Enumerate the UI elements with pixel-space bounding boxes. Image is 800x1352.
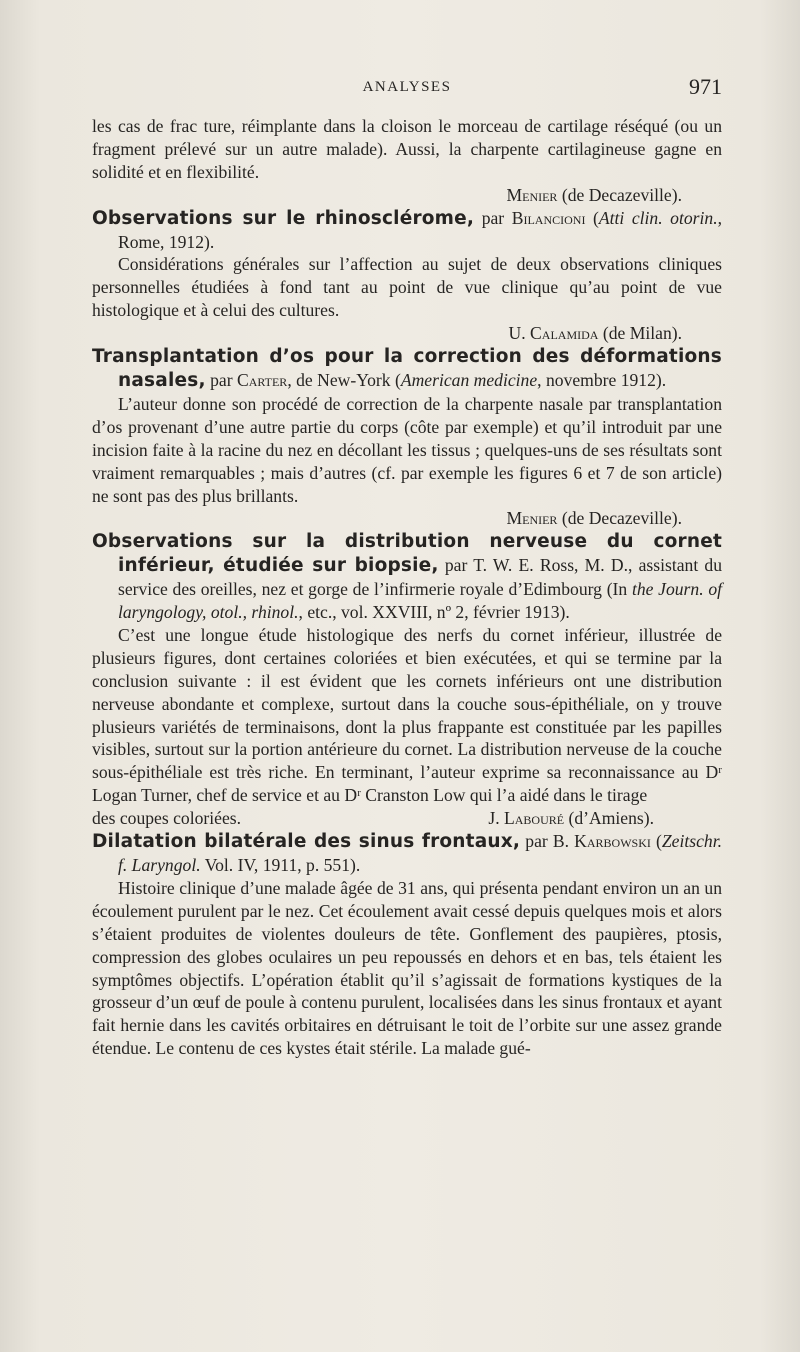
signature-laboure: J. Labouré (d’Amiens). — [488, 808, 654, 829]
signature-place: (de Milan). — [598, 323, 682, 344]
signature-calamida: U. Calamida (de Milan). — [508, 323, 682, 344]
entry-title: Observations sur la distribution nerveuse du cornet inférieur, étudiée sur biopsie, — [92, 531, 722, 577]
entry-rhinosclerome: Observations sur le rhinosclérome, par Bilancioni (Atti clin. otorin., Rome, 1912). — [92, 207, 722, 252]
entry-author: Karbowski — [574, 831, 651, 852]
entry-source: American medicine — [400, 369, 538, 390]
entry-author: Bilancioni — [511, 207, 586, 228]
paragraph-continuation: les cas de frac ture, réimplante dans la cloison le morceau de cartilage réséqué (ou un fragment prélevé sur un autre malade). Aussi, la charpente cartilagineuse gagne en solidité et en flexibilité. — [92, 116, 722, 182]
entry-source: Zeitschr. f. Laryngol. — [118, 831, 722, 875]
entry-title: Transplantation d’os pour la correction des déformations nasales, — [92, 346, 722, 391]
paragraph-transplantation: L’auteur donne son procédé de correction de la charpente nasale par transplantation d’os provenant d’une autre partie du corps (côte par exemple) et qu’il introduit par une incision faite à la racine du nez en décollant les tissus ; quelques-uns de ses résultats sont vraiment remarquables ; mais d’autres (cf. par exemple les figures 6 et 7 de son article) ne sont pas des plus brillants. — [92, 393, 722, 506]
entry-title: Dilatation bilatérale des sinus frontaux, — [92, 831, 521, 853]
signature-name: Labouré — [504, 808, 565, 829]
entry-source: Atti clin. otorin. — [598, 207, 718, 228]
signature-menier-1 — [92, 184, 722, 207]
entry-distribution-nerveuse: Observations sur la distribution nerveuse du cornet inférieur, étudiée sur biopsie, par T. W. E. Ross, M. D., assistant du service des oreilles, nez et gorge de l’infirmerie royale d’Edimbourg (In the Journ. of laryngology, otol., rhinol., etc., vol. XXVIII, nº 2, février 1913). — [92, 531, 723, 623]
signature-menier-2 — [92, 507, 722, 530]
signature-place: (de Decazeville). — [557, 508, 682, 529]
page-number: 971 — [689, 74, 722, 99]
signature-name: Menier — [506, 508, 558, 529]
paragraph-end-with-signature — [92, 807, 722, 830]
paragraph-last-line: des coupes coloriées. — [92, 808, 242, 829]
page-content — [92, 115, 722, 1060]
signature-name: Calamida — [530, 323, 599, 344]
entry-author: Carter — [236, 369, 288, 390]
entry-transplantation: Transplantation d’os pour la correction des déformations nasales, par Carter, de New-York (American medicine, novembre 1912). — [92, 346, 722, 391]
page-header — [92, 76, 722, 100]
paragraph-sinus-frontaux: Histoire clinique d’une malade âgée de 31 ans, qui présenta pendant environ un an un écoulement purulent par le nez. Cet écoulement avait cessé depuis quelques mois et alors s’étaient produites de violentes douleurs de tête. Gonflement des paupières, ptosis, compression des globes oculaires un peu repoussés en dehors et en bas, tels étaient les symptômes objectifs. L’opération établit qu’il s’agissait de formations kystiques de la grosseur d’un œuf de poule à contenu purulent, localisées dans les sinus frontaux et ayant fait hernie dans les cavités orbitaires en détruisant le toit de l’orbite sur une assez grande étendue. Le contenu de ces kystes était stérile. La malade gué- — [92, 877, 722, 1059]
running-head: ANALYSES — [362, 79, 452, 95]
entry-sinus-frontaux: Dilatation bilatérale des sinus frontaux, par B. Karbowski (Zeitschr. f. Laryngol. Vol. IV, 1911, p. 551). — [92, 831, 722, 875]
signature-place: (d’Amiens). — [564, 808, 654, 829]
paragraph-rhinosclerome: Considérations générales sur l’affection au sujet de deux observations cliniques personnelles étudiées à fond tant au point de vue clinique qu’au point de vue histologique et à celui des cultures. — [92, 254, 722, 321]
paragraph-distribution-nerveuse: C’est une longue étude histologique des nerfs du cornet inférieur, illustrée de plusieurs figures, dont certaines coloriées et bien exécutées, et qui se termine par la conclusion suivante : il est évident que les cornets inférieurs ont une distribution nerveuse abondante et complexe, surtout dans la couche sous-épithéliale, on y trouve plusieurs variétés de terminaisons, dont la plus frappante est constituée par les papilles visibles, surtout sur la portion antérieure du cornet. La distribution nerveuse de la couche sous-épithéliale est très riche. En terminant, l’auteur exprime sa reconnaissance au Dʳ Logan Turner, chef de service et au Dʳ Cranston Low qui l’a aidé dans le tirage — [92, 624, 722, 806]
signature-name: Menier — [506, 184, 558, 205]
entry-title: Observations sur le rhinosclérome, — [92, 207, 475, 229]
entry-source: the Journ. of laryngology, otol., rhinol. — [118, 579, 723, 623]
signature-place: (de Decazeville). — [557, 184, 682, 205]
